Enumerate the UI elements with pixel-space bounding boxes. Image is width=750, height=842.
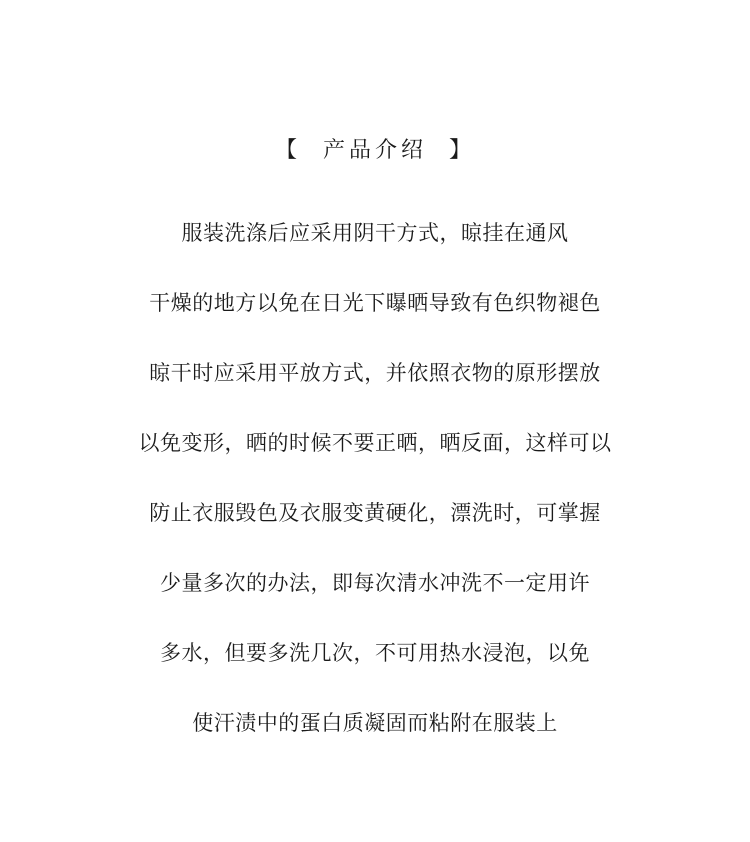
text-line: 以免变形，晒的时候不要正晒，晒反面，这样可以 <box>138 431 612 455</box>
text-line: 多水，但要多洗几次，不可用热水浸泡，以免 <box>160 641 590 665</box>
text-line: 干燥的地方以免在日光下曝晒导致有色织物褪色 <box>149 291 601 315</box>
care-instructions-text <box>0 212 750 772</box>
text-line: 少量多次的办法，即每次清水冲洗不一定用许 <box>160 571 590 595</box>
section-heading: 【 产品介绍 】 <box>275 138 475 163</box>
text-line: 晾干时应采用平放方式，并依照衣物的原形摆放 <box>149 361 601 385</box>
text-line: 防止衣服毁色及衣服变黄硬化，漂洗时，可掌握 <box>149 501 601 525</box>
text-line: 服装洗涤后应采用阴干方式，晾挂在通风 <box>181 221 569 245</box>
text-line: 使汗渍中的蛋白质凝固而粘附在服装上 <box>192 711 558 735</box>
